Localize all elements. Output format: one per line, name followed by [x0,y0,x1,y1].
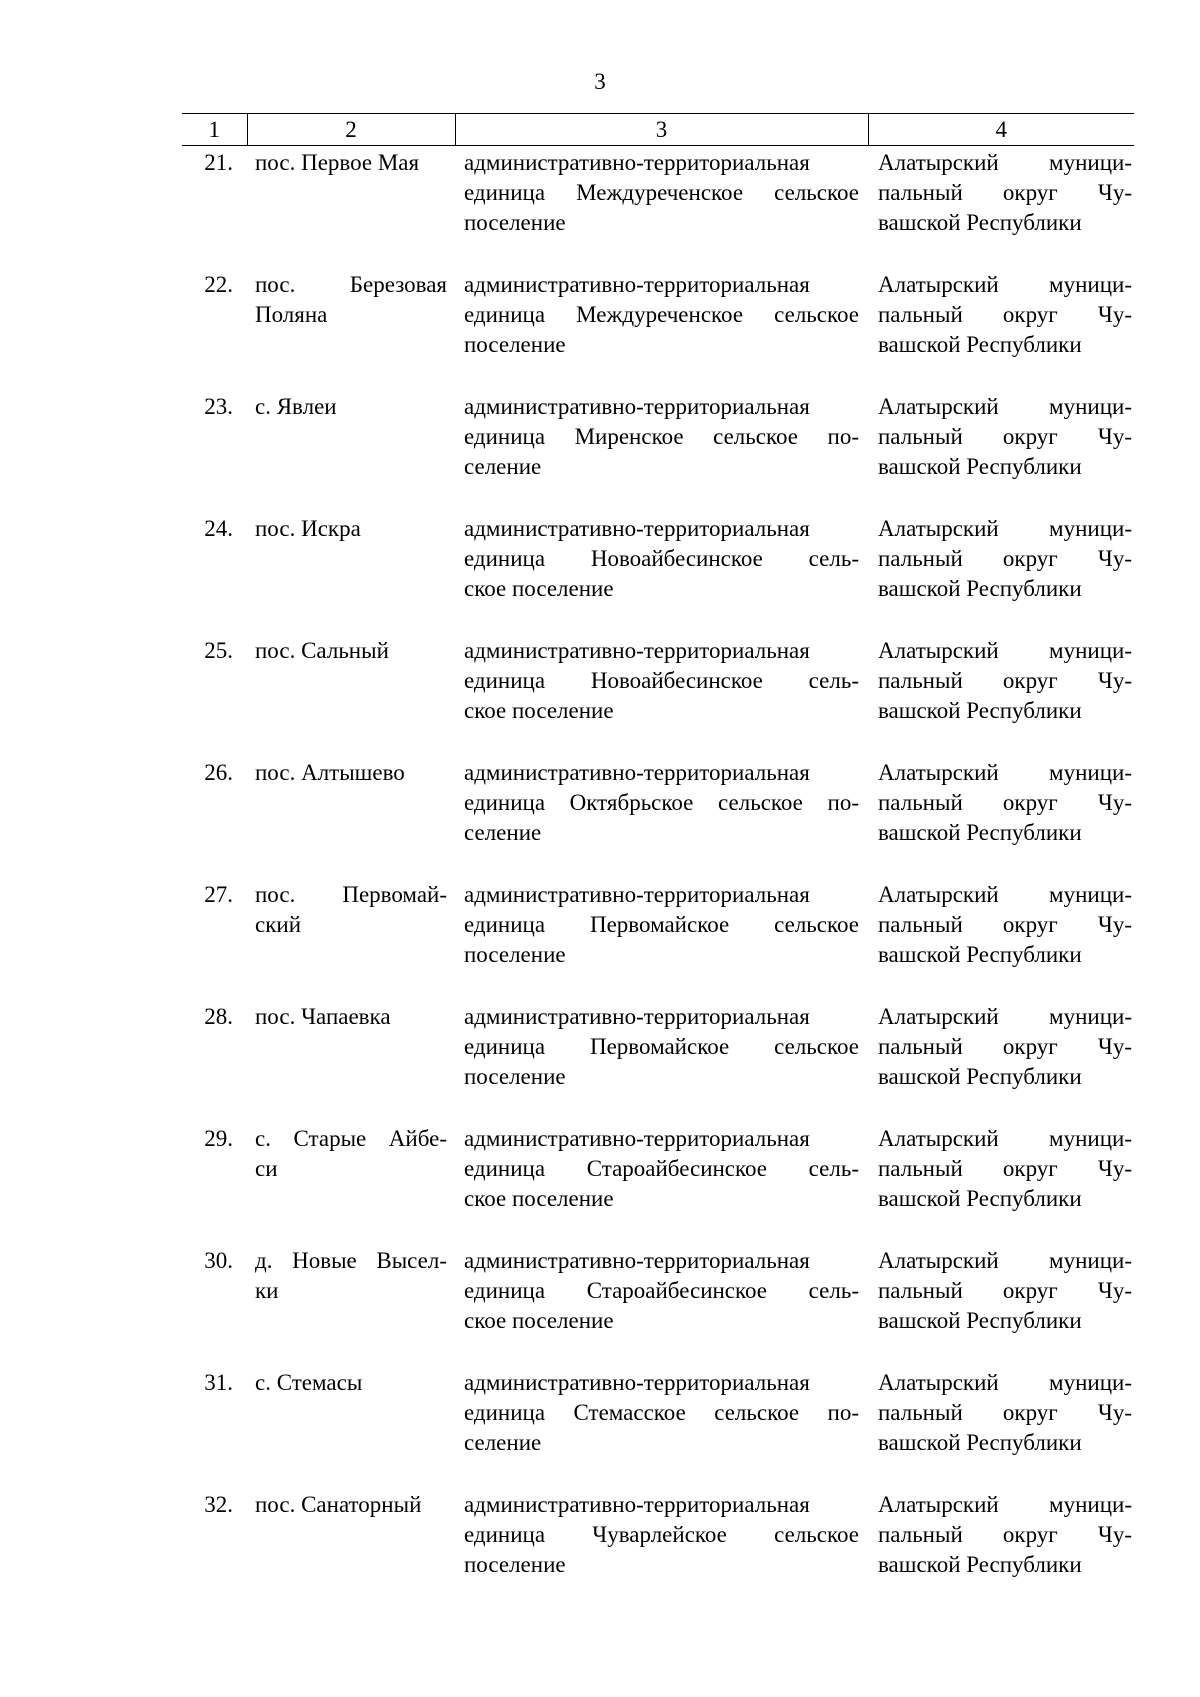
administrative-unit [455,1122,868,1244]
administrative-unit-line: поселение [464,1552,566,1577]
administrative-unit-line: поселение [464,1064,566,1089]
municipal-district [868,512,1134,634]
settlement-name [247,878,455,1000]
row-number: 31. [204,1370,233,1395]
row-number: 22. [204,272,233,297]
municipal-district-line: пальный округ Чу- [878,546,1132,571]
administrative-unit-line: единица Первомайское сельское [464,1034,859,1059]
municipal-district-line: Алатырский муници- [878,638,1132,663]
municipal-district-line: вашской Республики [878,576,1082,601]
administrative-unit-line: ское поселение [464,576,614,601]
table-row [182,512,1134,634]
administrative-unit-line: единица Новоайбесинское сель- [464,668,859,693]
municipal-district-line: Алатырский муници- [878,760,1132,785]
administrative-unit-line: единица Староайбесинское сель- [464,1278,859,1303]
municipal-district-line: Алатырский муници- [878,394,1132,419]
administrative-unit [455,512,868,634]
municipal-district-line: пальный округ Чу- [878,1522,1132,1547]
administrative-unit-line: административно-территориальная [464,760,810,785]
table-row [182,756,1134,878]
municipal-district [868,878,1134,1000]
municipal-district-line: вашской Республики [878,1430,1082,1455]
row-number: 26. [204,760,233,785]
administrative-unit-line: административно-территориальная [464,1492,810,1517]
administrative-unit [455,634,868,756]
settlement-name [247,756,455,878]
settlement-name-line: с. Стемасы [255,1370,363,1395]
municipal-district-line: пальный округ Чу- [878,912,1132,937]
column-header-4: 4 [868,114,1134,146]
table-header-row [182,114,1134,146]
row-number: 23. [204,394,233,419]
row-number: 21. [204,150,233,175]
municipal-district-line: Алатырский муници- [878,150,1132,175]
municipal-district-line: вашской Республики [878,332,1082,357]
row-number: 27. [204,882,233,907]
municipal-district-line: пальный округ Чу- [878,790,1132,815]
row-number: 28. [204,1004,233,1029]
settlement-name-line: с. Старые Айбе- [255,1126,447,1151]
administrative-unit-line: единица Чуварлейское сельское [464,1522,859,1547]
administrative-unit [455,390,868,512]
administrative-unit-line: административно-территориальная [464,1126,810,1151]
municipal-district-line: вашской Республики [878,942,1082,967]
municipal-district [868,390,1134,512]
settlement-name [247,634,455,756]
administrative-unit-line: единица Новоайбесинское сель- [464,546,859,571]
administrative-unit-line: единица Первомайское сельское [464,912,859,937]
administrative-unit [455,268,868,390]
municipal-district [868,1122,1134,1244]
row-number: 32. [204,1492,233,1517]
municipal-district [868,1366,1134,1488]
table-row [182,1366,1134,1488]
settlement-name-line: пос. Сальный [255,638,389,663]
column-header-1: 1 [182,114,247,146]
administrative-unit-line: поселение [464,332,566,357]
settlement-name-line: пос. Алтышево [255,760,405,785]
row-number: 24. [204,516,233,541]
administrative-unit-line: ское поселение [464,698,614,723]
administrative-unit-line: административно-территориальная [464,882,810,907]
table-body [182,146,1134,1611]
administrative-unit [455,146,868,269]
municipal-district-line: пальный округ Чу- [878,1278,1132,1303]
administrative-unit-line: административно-территориальная [464,1248,810,1273]
administrative-unit-line: поселение [464,942,566,967]
settlement-name [247,512,455,634]
row-number: 25. [204,638,233,663]
administrative-unit-line: ское поселение [464,1186,614,1211]
municipal-district-line: пальный округ Чу- [878,180,1132,205]
administrative-unit [455,1000,868,1122]
administrative-unit-line: единица Октябрьское сельское по- [464,790,859,815]
municipal-district-line: вашской Республики [878,698,1082,723]
municipal-district [868,634,1134,756]
municipal-district-line: пальный округ Чу- [878,424,1132,449]
settlement-name [247,1366,455,1488]
table-row [182,1000,1134,1122]
table-row [182,1488,1134,1610]
municipal-district [868,268,1134,390]
table-row [182,146,1134,269]
settlements-table [182,113,1134,1610]
administrative-unit-line: селение [464,820,542,845]
row-number: 29. [204,1126,233,1151]
municipal-district [868,756,1134,878]
settlement-name-line: ки [255,1278,279,1303]
administrative-unit-line: селение [464,1430,542,1455]
municipal-district-line: Алатырский муници- [878,1492,1132,1517]
municipal-district-line: вашской Республики [878,1552,1082,1577]
municipal-district-line: вашской Республики [878,820,1082,845]
administrative-unit-line: административно-территориальная [464,150,810,175]
municipal-district-line: Алатырский муници- [878,1370,1132,1395]
settlement-name-line: пос. Березовая [255,272,447,297]
municipal-district [868,1488,1134,1610]
municipal-district [868,1000,1134,1122]
administrative-unit-line: административно-территориальная [464,394,810,419]
municipal-district-line: Алатырский муници- [878,516,1132,541]
administrative-unit-line: поселение [464,210,566,235]
table-row [182,1122,1134,1244]
municipal-district-line: Алатырский муници- [878,272,1132,297]
municipal-district-line: Алатырский муници- [878,882,1132,907]
municipal-district-line: Алатырский муници- [878,1126,1132,1151]
administrative-unit [455,1244,868,1366]
settlement-name-line: пос. Первое Мая [255,150,420,175]
administrative-unit-line: единица Староайбесинское сель- [464,1156,859,1181]
settlement-name-line: Поляна [255,302,328,327]
table-row [182,1244,1134,1366]
settlement-name [247,268,455,390]
column-header-3: 3 [455,114,868,146]
settlement-name-line: с. Явлеи [255,394,337,419]
municipal-district-line: пальный округ Чу- [878,1156,1132,1181]
municipal-district-line: пальный округ Чу- [878,668,1132,693]
municipal-district-line: вашской Республики [878,210,1082,235]
administrative-unit-line: единица Стемасское сельское по- [464,1400,859,1425]
municipal-district-line: Алатырский муници- [878,1248,1132,1273]
municipal-district-line: пальный округ Чу- [878,1034,1132,1059]
settlement-name-line: пос. Санаторный [255,1492,422,1517]
settlement-name [247,1122,455,1244]
settlement-name [247,146,455,269]
municipal-district-line: вашской Республики [878,1064,1082,1089]
settlement-name-line: си [255,1156,278,1181]
administrative-unit-line: административно-территориальная [464,272,810,297]
municipal-district-line: вашской Республики [878,1308,1082,1333]
settlement-name [247,1488,455,1610]
settlement-name [247,1000,455,1122]
municipal-district-line: пальный округ Чу- [878,1400,1132,1425]
settlement-name [247,390,455,512]
settlement-name-line: ский [255,912,301,937]
administrative-unit-line: единица Междуреченское сельское [464,180,859,205]
administrative-unit-line: административно-территориальная [464,1004,810,1029]
municipal-district-line: пальный округ Чу- [878,302,1132,327]
administrative-unit-line: единица Миренское сельское по- [464,424,859,449]
administrative-unit-line: административно-территориальная [464,1370,810,1395]
row-number: 30. [204,1248,233,1273]
table-row [182,390,1134,512]
table-row [182,634,1134,756]
administrative-unit-line: селение [464,454,542,479]
municipal-district-line: вашской Республики [878,454,1082,479]
settlement-name-line: пос. Искра [255,516,361,541]
municipal-district-line: вашской Республики [878,1186,1082,1211]
municipal-district [868,146,1134,269]
municipal-district [868,1244,1134,1366]
column-header-2: 2 [247,114,455,146]
administrative-unit-line: административно-территориальная [464,638,810,663]
administrative-unit-line: единица Междуреченское сельское [464,302,859,327]
settlement-name-line: д. Новые Высел- [255,1248,447,1273]
settlement-name-line: пос. Чапаевка [255,1004,391,1029]
settlement-name [247,1244,455,1366]
administrative-unit [455,878,868,1000]
table-row [182,878,1134,1000]
municipal-district-line: Алатырский муници- [878,1004,1132,1029]
administrative-unit [455,756,868,878]
table-row [182,268,1134,390]
administrative-unit [455,1366,868,1488]
administrative-unit-line: административно-территориальная [464,516,810,541]
page-number: 3 [594,69,606,94]
settlement-name-line: пос. Первомай- [255,882,447,907]
administrative-unit-line: ское поселение [464,1308,614,1333]
administrative-unit [455,1488,868,1610]
